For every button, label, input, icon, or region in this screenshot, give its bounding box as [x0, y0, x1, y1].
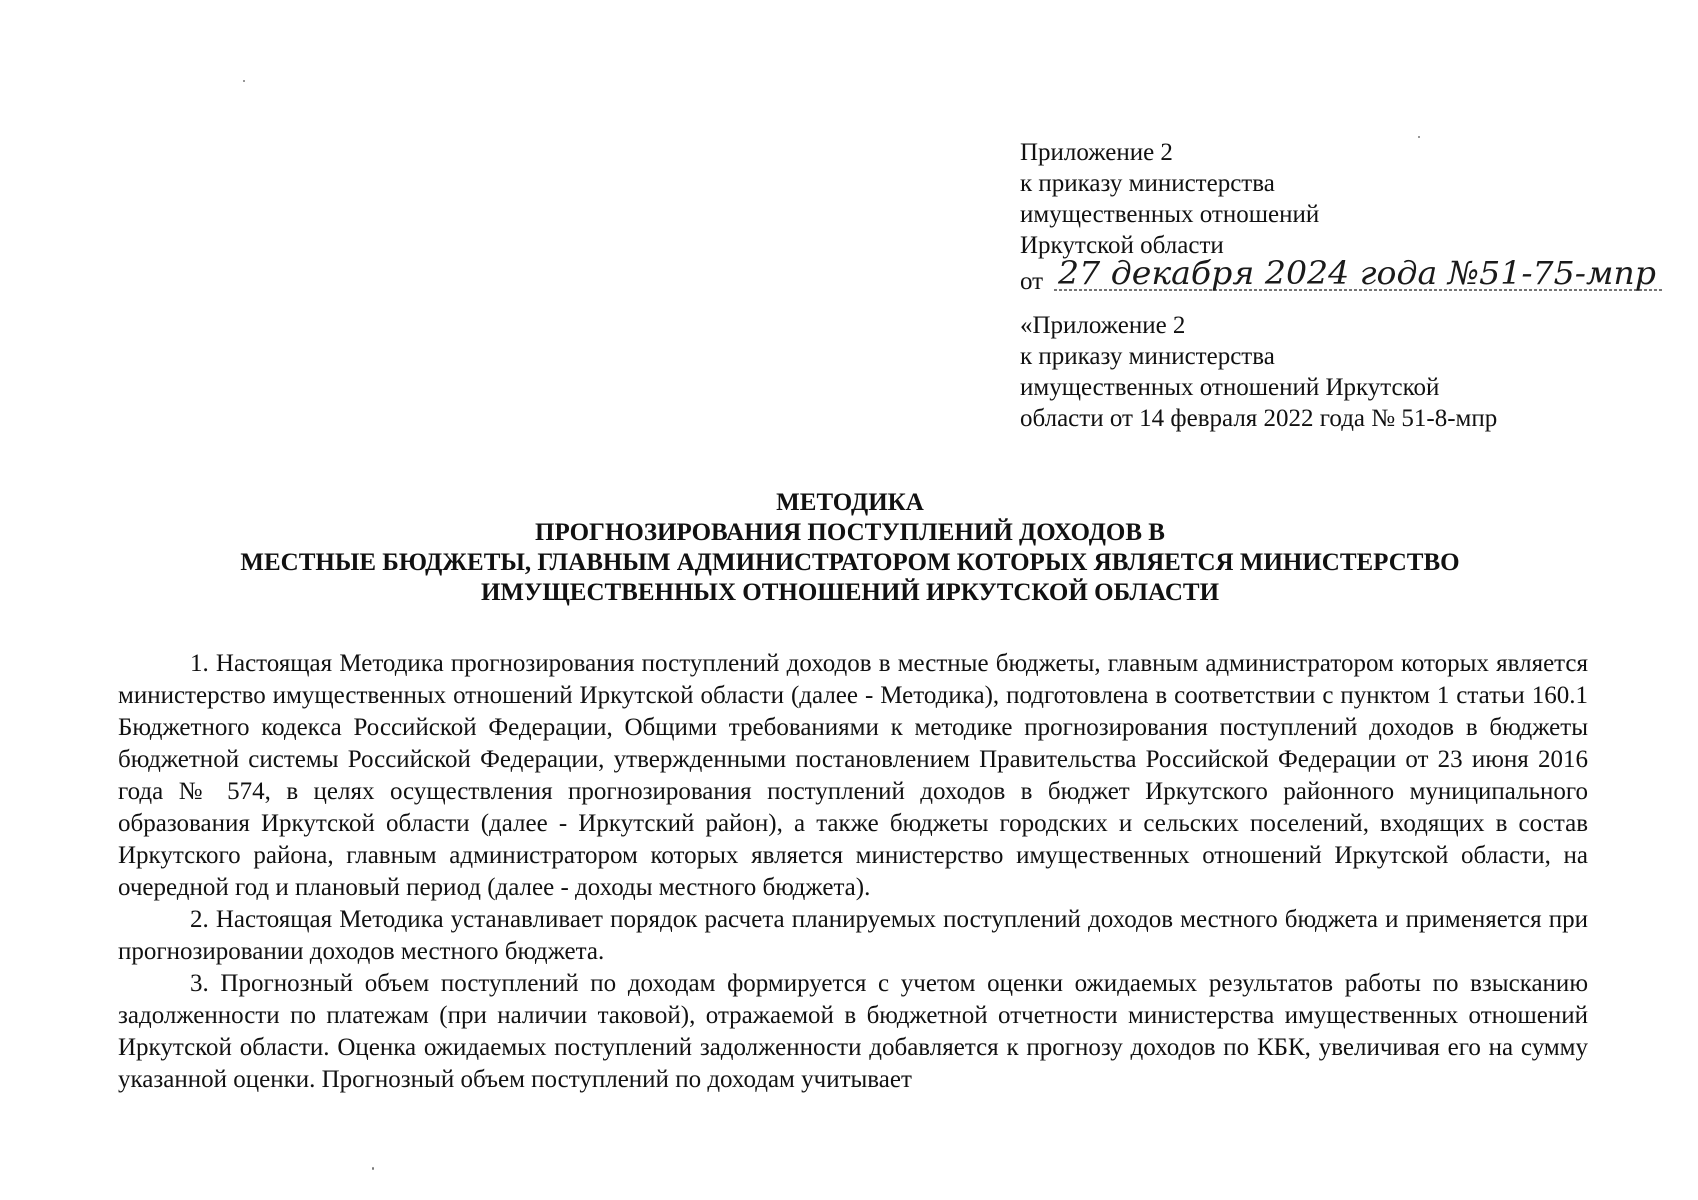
title-line: МЕСТНЫЕ БЮДЖЕТЫ, ГЛАВНЫМ АДМИНИСТРАТОРОМ КОТОРЫХ ЯВЛЯЕТСЯ МИНИСТЕРСТВО: [240, 549, 1460, 576]
document-body: [118, 648, 1588, 1096]
annex-previous-line: «Приложение 2: [1020, 312, 1186, 339]
annex-previous-line: имущественных отношений Иркутской: [1020, 374, 1440, 401]
annex-header-line: Иркутской области: [1020, 232, 1224, 259]
annex-date-line: [1020, 254, 1660, 302]
annex-previous-line: области от 14 февраля 2022 года № 51-8-мпр: [1020, 405, 1498, 432]
title-line: ПРОГНОЗИРОВАНИЯ ПОСТУПЛЕНИЙ ДОХОДОВ В: [535, 519, 1165, 546]
scan-speck: [372, 1167, 374, 1170]
paragraph-2: 2. Настоящая Методика устанавливает порядок расчета планируемых поступлений доходов местного бюджета и применяется при прогнозировании доходов местного бюджета.: [118, 906, 1588, 965]
annex-header-line: к приказу министерства: [1020, 170, 1275, 197]
scan-speck: [243, 80, 245, 82]
title-line: ИМУЩЕСТВЕННЫХ ОТНОШЕНИЙ ИРКУТСКОЙ ОБЛАСТИ: [480, 579, 1220, 606]
title-line: МЕТОДИКА: [776, 489, 924, 516]
scan-speck: [1418, 136, 1420, 138]
date-prefix: от: [1020, 268, 1044, 295]
annex-header-line: Приложение 2: [1020, 139, 1173, 166]
handwritten-date-text: 27 декабря 2024 года №51-75-мпр: [1056, 254, 1656, 292]
annex-previous-line: к приказу министерства: [1020, 343, 1275, 370]
handwritten-date: [1050, 252, 1670, 306]
annex-previous: [1020, 310, 1497, 434]
annex-header-line: имущественных отношений: [1020, 201, 1320, 228]
paragraph-3: 3. Прогнозный объем поступлений по доходам формируется с учетом оценки ожидаемых результатов работы по взысканию задолженности по платежам (при наличии таковой), отражаемой в бюджетной отчетности министерства имущественных отношений Иркутской области. Оценка ожидаемых поступлений задолженности добавляется к прогнозу доходов по КБК, увеличивая его на сумму указанной оценки. Прогнозный объем поступлений по доходам учитывает: [118, 970, 1588, 1093]
annex-header: [1020, 137, 1319, 261]
paragraph-1: 1. Настоящая Методика прогнозирования поступлений доходов в местные бюджеты, главным администратором которых является министерство имущественных отношений Иркутской области (далее - Методика), подготовлена в соответствии с пунктом 1 статьи 160.1 Бюджетного кодекса Российской Федерации, Общими требованиями к методике прогнозирования поступлений доходов в бюджеты бюджетной системы Российской Федерации, утвержденными постановлением Правительства Российской Федерации от 23 июня 2016 года № 574, в целях осуществления прогнозирования поступлений доходов в бюджет Иркутского районного муниципального образования Иркутской области (далее - Иркутский район), а также бюджеты городских и сельских поселений, входящих в состав Иркутского района, главным администратором которых является министерство имущественных отношений Иркутской области, на очередной год и плановый период (далее - доходы местного бюджета).: [118, 650, 1588, 901]
document-title: [110, 488, 1590, 608]
